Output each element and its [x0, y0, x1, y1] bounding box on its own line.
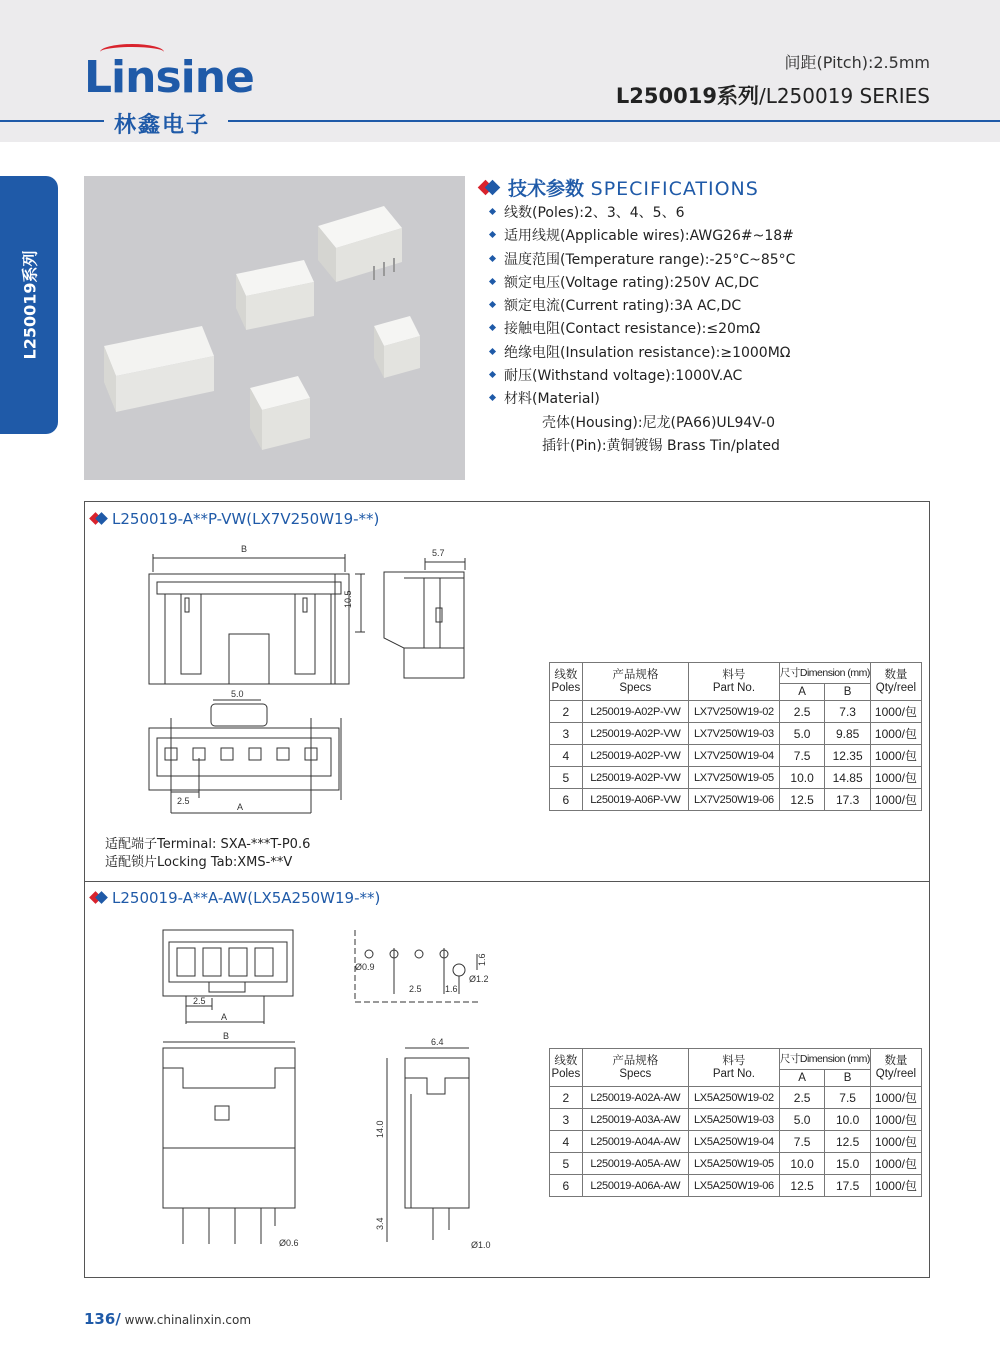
- website-link[interactable]: www.chinalinxin.com: [124, 1313, 252, 1327]
- dim-label: A: [221, 1012, 228, 1022]
- dim-label: B: [241, 544, 248, 554]
- spec-item: 额定电压(Voltage rating):250V AC,DC: [490, 272, 920, 295]
- col-specs: 产品规格 Specs: [582, 1049, 688, 1087]
- pitch-label: 间距(Pitch):2.5mm: [784, 53, 930, 72]
- table-row: 4 L250019-A04A-AW LX5A250W19-04 7.5 12.5 1000/包: [550, 1131, 922, 1153]
- specs-list: [490, 202, 920, 458]
- bullet-icon: [489, 278, 496, 285]
- dim-label: 2.5: [177, 796, 190, 806]
- section-title: L250019-A**A-AW(LX5A250W19-**): [91, 889, 380, 907]
- bullet-icon: [489, 371, 496, 378]
- col-b: B: [825, 1070, 871, 1087]
- table-row: 3 L250019-A03A-AW LX5A250W19-03 5.0 10.0 1000/包: [550, 1109, 922, 1131]
- table-header-row: [550, 1049, 922, 1070]
- dim-label: 5.7: [432, 548, 445, 558]
- dim-label: A: [237, 802, 244, 812]
- table-row: 5 L250019-A05A-AW LX5A250W19-05 10.0 15.0 1000/包: [550, 1153, 922, 1175]
- dim-label: 2.5: [409, 984, 422, 994]
- connector-2pin-image: [374, 316, 420, 378]
- side-view-drawing: [380, 548, 490, 693]
- spec-subitem: 插针(Pin):黄铜镀锡 Brass Tin/plated: [542, 437, 780, 454]
- page-footer: [84, 1310, 251, 1328]
- col-b: B: [825, 684, 871, 701]
- header-rule-left: [0, 120, 104, 122]
- bottom-view-drawing: [145, 688, 375, 818]
- col-qty: 数量 Qty/reel: [870, 1049, 921, 1087]
- dim-label: Ø0.9: [355, 962, 375, 972]
- spec-subitem: 壳体(Housing):尼龙(PA66)UL94V-0: [542, 414, 775, 431]
- table-row: 5 L250019-A02P-VW LX7V250W19-05 10.0 14.85 1000/包: [550, 767, 922, 789]
- section-title: L250019-A**P-VW(LX7V250W19-**): [91, 510, 379, 528]
- page-header: [0, 0, 1000, 142]
- series-title-rest: /L250019 SERIES: [758, 84, 930, 108]
- header-front-drawing: [159, 1031, 309, 1254]
- specs-title-cn: 技术参数: [508, 178, 585, 200]
- bullet-icon: [489, 231, 496, 238]
- table-header-row: [550, 663, 922, 684]
- spec-item: 线数(Poles):2、3、4、5、6: [490, 202, 920, 225]
- dimension-table-2: [549, 1048, 922, 1197]
- spec-item: 材料(Material): [490, 388, 920, 411]
- drawing-section-vw: [84, 501, 930, 882]
- bullet-icon: [489, 394, 496, 401]
- table-row: 4 L250019-A02P-VW LX7V250W19-04 7.5 12.35 1000/包: [550, 745, 922, 767]
- spec-item: 适用线规(Applicable wires):AWG26#~18#: [490, 225, 920, 248]
- dimension-table-1: [549, 662, 922, 811]
- dim-label: Ø1.2: [469, 974, 489, 984]
- dim-label: 3.4: [375, 1217, 385, 1230]
- dim-label: 1.6: [477, 953, 487, 966]
- top-view-drawing: [159, 926, 299, 1026]
- col-part: 料号 Part No.: [688, 1049, 779, 1087]
- front-view-drawing: [145, 542, 365, 692]
- header-rule-right: [228, 120, 1000, 122]
- spec-item: 接触电阻(Contact resistance):≤20mΩ: [490, 318, 920, 341]
- dim-label: 14.0: [375, 1120, 385, 1138]
- table-row: 6 L250019-A06P-VW LX7V250W19-06 12.5 17.3 1000/包: [550, 789, 922, 811]
- col-specs: 产品规格 Specs: [582, 663, 688, 701]
- dim-label: 5.0: [231, 689, 244, 699]
- spec-item: 绝缘电阻(Insulation resistance):≥1000MΩ: [490, 342, 920, 365]
- header-side-drawing: [375, 1037, 515, 1262]
- col-a: A: [779, 1070, 825, 1087]
- bullet-icon: [489, 324, 496, 331]
- logo-wordmark: Linsine: [84, 52, 254, 103]
- table-row: 6 L250019-A06A-AW LX5A250W19-06 12.5 17.5 1000/包: [550, 1175, 922, 1197]
- dim-label: 6.4: [431, 1037, 444, 1047]
- col-dimension: 尺寸Dimension (mm): [779, 663, 870, 684]
- footer-separator: /: [115, 1310, 121, 1328]
- table-row: 2 L250019-A02A-AW LX5A250W19-02 2.5 7.5 1000/包: [550, 1087, 922, 1109]
- col-poles: 线数 Poles: [550, 1049, 583, 1087]
- drawing-section-aw: [84, 881, 930, 1278]
- bullet-icon: [489, 208, 496, 215]
- dim-label: Ø1.0: [471, 1240, 491, 1250]
- series-title: [616, 80, 930, 110]
- side-tab-label: L250019系列: [20, 250, 40, 360]
- dim-label: B: [223, 1031, 230, 1041]
- connector-3pin-image: [250, 376, 310, 450]
- col-dimension: 尺寸Dimension (mm): [779, 1049, 870, 1070]
- spec-item: 额定电流(Current rating):3A AC,DC: [490, 295, 920, 318]
- terminal-note: 适配端子Terminal: SXA-***T-P0.6: [105, 837, 311, 852]
- table-row: 3 L250019-A02P-VW LX7V250W19-03 5.0 9.85 1000/包: [550, 723, 922, 745]
- dim-label: 2.5: [193, 996, 206, 1006]
- side-series-tab: [0, 176, 58, 434]
- table-row: 2 L250019-A02P-VW LX7V250W19-02 2.5 7.3 1000/包: [550, 701, 922, 723]
- col-qty: 数量 Qty/reel: [870, 663, 921, 701]
- dim-label: Ø0.6: [279, 1238, 299, 1248]
- locking-tab-note: 适配锁片Locking Tab:XMS-**V: [105, 855, 293, 870]
- col-part: 料号 Part No.: [688, 663, 779, 701]
- product-photo: [84, 176, 465, 480]
- bullet-icon: [489, 348, 496, 355]
- page-number: 136: [84, 1310, 116, 1328]
- bullet-icon: [489, 255, 496, 262]
- bullet-icon: [489, 301, 496, 308]
- spec-item: 温度范围(Temperature range):-25°C~85°C: [490, 249, 920, 272]
- specs-title-en: SPECIFICATIONS: [590, 178, 759, 200]
- dim-label: 10.5: [343, 590, 353, 608]
- specs-heading: [480, 174, 759, 201]
- col-a: A: [779, 684, 825, 701]
- pcb-layout-drawing: [351, 926, 511, 1006]
- col-poles: 线数 Poles: [550, 663, 583, 701]
- logo-chinese: 林鑫电子: [114, 113, 211, 138]
- spec-item: 耐压(Withstand voltage):1000V.AC: [490, 365, 920, 388]
- series-title-bold: L250019系列: [615, 84, 759, 108]
- dim-label: 1.6: [445, 984, 458, 994]
